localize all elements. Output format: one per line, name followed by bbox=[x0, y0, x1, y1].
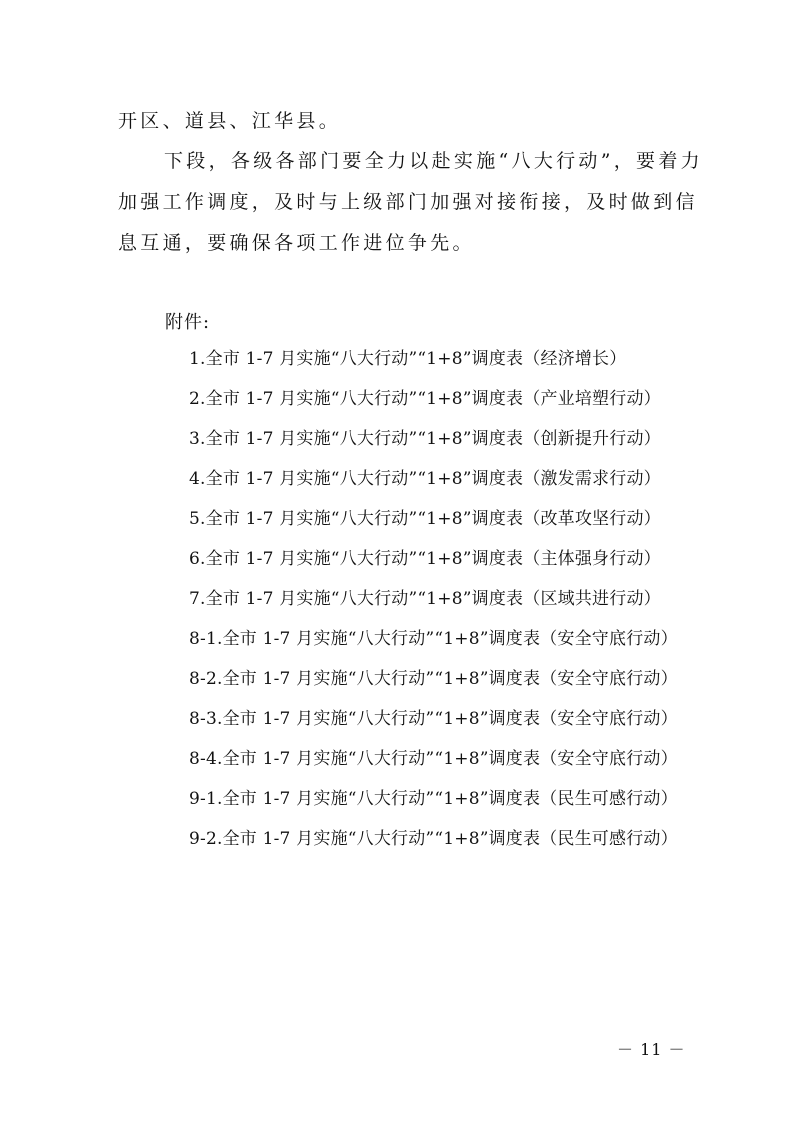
attachment-item: 1.全市 1-7 月实施“八大行动”“1+8”调度表（经济增长） bbox=[189, 349, 627, 369]
attachment-item: 8-3.全市 1-7 月实施“八大行动”“1+8”调度表（安全守底行动） bbox=[189, 709, 678, 729]
body-line-4: 息互通，要确保各项工作进位争先。 bbox=[118, 232, 475, 254]
attachment-item: 6.全市 1-7 月实施“八大行动”“1+8”调度表（主体强身行动） bbox=[189, 549, 661, 569]
page-number: － 11 － bbox=[617, 1040, 686, 1059]
attachment-item: 9-2.全市 1-7 月实施“八大行动”“1+8”调度表（民生可感行动） bbox=[189, 829, 678, 849]
attachments-title: 附件: bbox=[165, 312, 211, 333]
body-line-3: 加强工作调度，及时与上级部门加强对接衔接，及时做到信 bbox=[118, 191, 698, 213]
attachment-item: 5.全市 1-7 月实施“八大行动”“1+8”调度表（改革攻坚行动） bbox=[189, 509, 661, 529]
attachment-item: 3.全市 1-7 月实施“八大行动”“1+8”调度表（创新提升行动） bbox=[189, 429, 661, 449]
attachment-item: 9-1.全市 1-7 月实施“八大行动”“1+8”调度表（民生可感行动） bbox=[189, 789, 678, 809]
body-line-1: 开区、道县、江华县。 bbox=[118, 110, 342, 132]
attachment-item: 4.全市 1-7 月实施“八大行动”“1+8”调度表（激发需求行动） bbox=[189, 469, 661, 489]
attachment-item: 7.全市 1-7 月实施“八大行动”“1+8”调度表（区域共进行动） bbox=[189, 589, 661, 609]
attachment-item: 2.全市 1-7 月实施“八大行动”“1+8”调度表（产业培塑行动） bbox=[189, 389, 661, 409]
attachment-item: 8-4.全市 1-7 月实施“八大行动”“1+8”调度表（安全守底行动） bbox=[189, 749, 678, 769]
attachment-item: 8-2.全市 1-7 月实施“八大行动”“1+8”调度表（安全守底行动） bbox=[189, 669, 678, 689]
attachment-item: 8-1.全市 1-7 月实施“八大行动”“1+8”调度表（安全守底行动） bbox=[189, 629, 678, 649]
body-line-2: 下段，各级各部门要全力以赴实施“八大行动”，要着力 bbox=[164, 150, 703, 172]
